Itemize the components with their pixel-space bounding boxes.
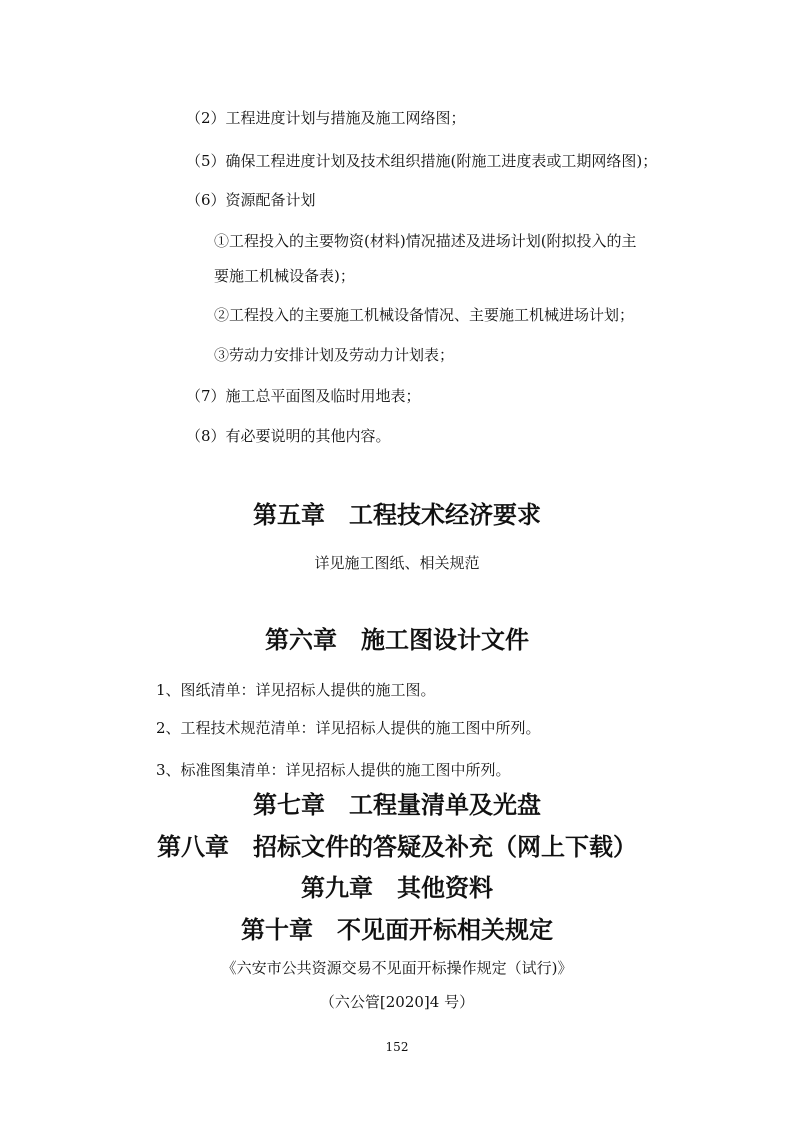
chapter-5-text: 详见施工图纸、相关规范: [314, 554, 480, 572]
sub-item-1-line1: ①工程投入的主要物资(材料)情况描述及进场计划(附拟投入的主: [214, 232, 637, 250]
chapter-6-item-2: 2、工程技术规范清单：详见招标人提供的施工图中所列。: [156, 719, 541, 737]
chapter-7-heading: 第七章 工程量清单及光盘: [253, 791, 541, 819]
chapter-5-heading: 第五章 工程技术经济要求: [253, 501, 541, 529]
list-item-6: （6）资源配备计划: [186, 191, 316, 209]
list-item-2: （2）工程进度计划与措施及施工网络图；: [186, 109, 466, 127]
list-item-5: （5）确保工程进度计划及技术组织措施(附施工进度表或工期网络图)；: [186, 152, 658, 170]
list-item-7: （7）施工总平面图及临时用地表；: [186, 387, 421, 405]
sub-item-1-line2: 要施工机械设备表)；: [214, 267, 355, 285]
regulation-title: 《六安市公共资源交易不见面开标操作规定（试行)》: [221, 959, 573, 977]
sub-item-3: ③劳动力安排计划及劳动力计划表；: [214, 346, 455, 364]
chapter-8-heading: 第八章 招标文件的答疑及补充（网上下载）: [157, 833, 637, 861]
chapter-6-item-1: 1、图纸清单：详见招标人提供的施工图。: [156, 681, 436, 699]
regulation-number: （六公管[2020]4 号）: [319, 993, 475, 1011]
chapter-9-heading: 第九章 其他资料: [301, 874, 493, 902]
chapter-6-heading: 第六章 施工图设计文件: [265, 626, 529, 654]
list-item-8: （8）有必要说明的其他内容。: [186, 427, 391, 445]
sub-item-2: ②工程投入的主要施工机械设备情况、主要施工机械进场计划；: [214, 306, 635, 324]
chapter-6-item-3: 3、标准图集清单：详见招标人提供的施工图中所列。: [156, 761, 511, 779]
page-number: 152: [385, 1040, 409, 1054]
chapter-10-heading: 第十章 不见面开标相关规定: [241, 916, 553, 944]
